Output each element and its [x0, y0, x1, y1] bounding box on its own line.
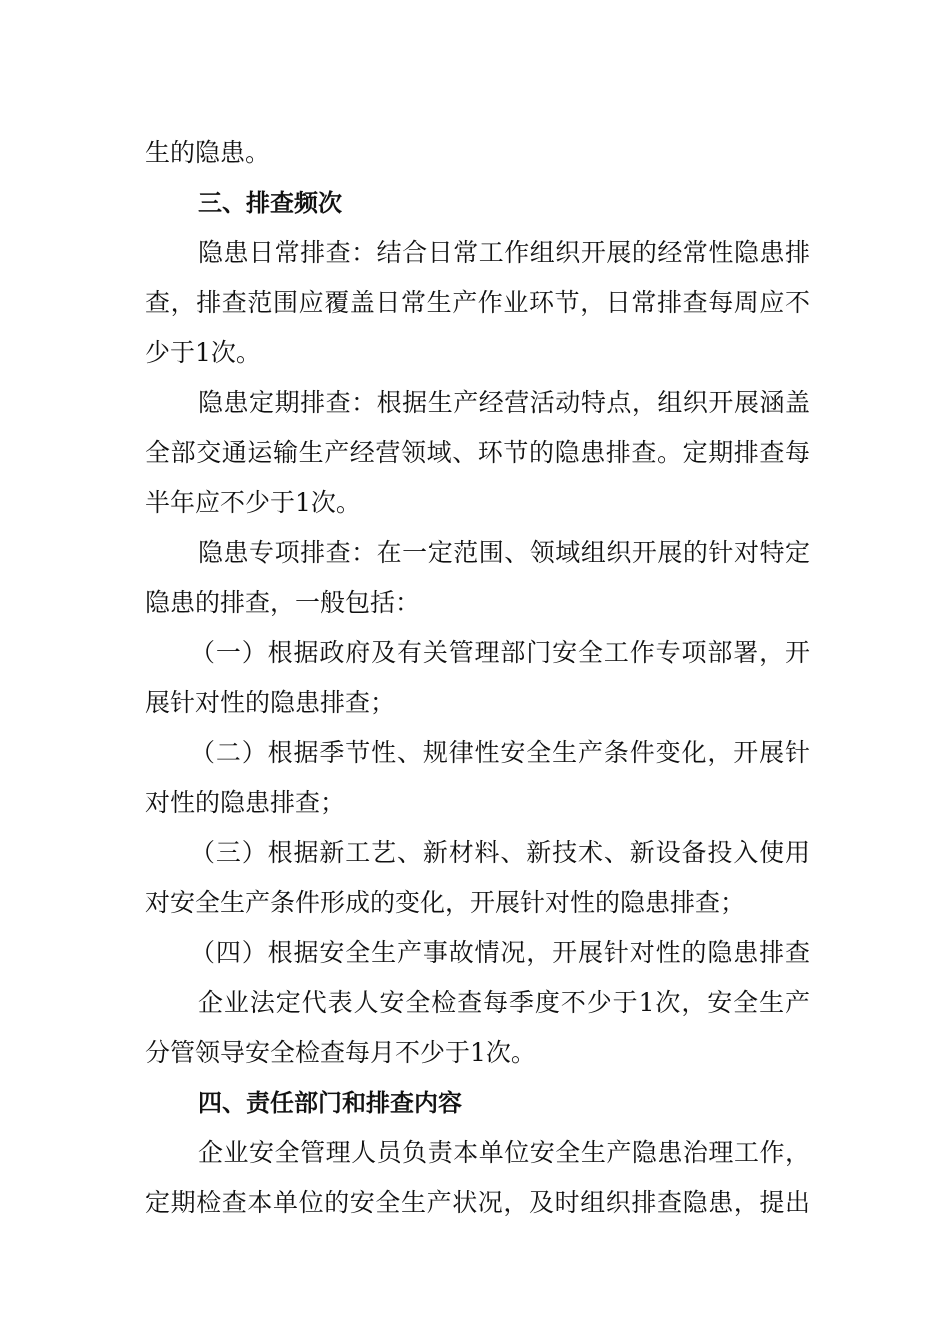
section-heading-frequency: 三、排查频次 [198, 189, 342, 217]
list-item-line: （二）根据季节性、规律性安全生产条件变化，开展针 [190, 738, 810, 767]
paragraph-line: 生的隐患。 [145, 138, 271, 167]
paragraph-line: 企业安全管理人员负责本单位安全生产隐患治理工作， [198, 1138, 810, 1167]
paragraph-line: 全部交通运输生产经营领域、环节的隐患排查。定期排查每 [145, 438, 810, 467]
paragraph-line: 少于1次。 [145, 338, 261, 367]
section-heading-responsibility: 四、责任部门和排查内容 [198, 1089, 462, 1117]
paragraph-line: 企业法定代表人安全检查每季度不少于1次，安全生产 [198, 988, 810, 1017]
paragraph-line: 隐患的排查，一般包括： [145, 588, 421, 617]
list-item-line: （四）根据安全生产事故情况，开展针对性的隐患排查 [190, 938, 810, 967]
paragraph-line: 定期检查本单位的安全生产状况，及时组织排查隐患，提出 [145, 1188, 810, 1217]
paragraph-line: 隐患日常排查：结合日常工作组织开展的经常性隐患排 [198, 238, 810, 267]
paragraph-line: 查，排查范围应覆盖日常生产作业环节，日常排查每周应不 [145, 288, 810, 317]
paragraph-line: 半年应不少于1次。 [145, 488, 361, 517]
paragraph-line: 分管领导安全检查每月不少于1次。 [145, 1038, 536, 1067]
paragraph-line: 隐患定期排查：根据生产经营活动特点，组织开展涵盖 [198, 388, 810, 417]
list-item-line: 对性的隐患排查； [145, 788, 346, 817]
list-item-line: 展针对性的隐患排查； [145, 688, 396, 717]
list-item-line: （一）根据政府及有关管理部门安全工作专项部署，开 [190, 638, 810, 667]
paragraph-line: 隐患专项排查：在一定范围、领域组织开展的针对特定 [198, 538, 810, 567]
list-item-line: 对安全生产条件形成的变化，开展针对性的隐患排查； [145, 888, 746, 917]
list-item-line: （三）根据新工艺、新材料、新技术、新设备投入使用 [190, 838, 810, 867]
